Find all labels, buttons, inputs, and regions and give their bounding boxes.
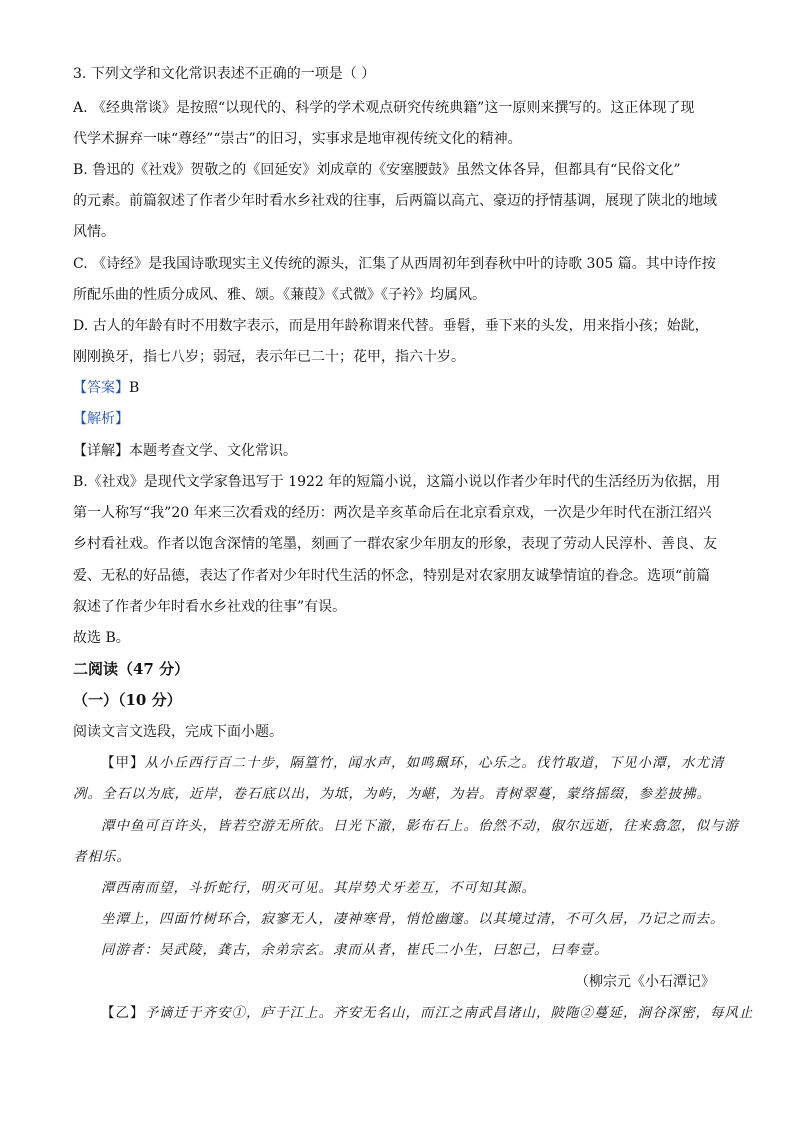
detail-line-3: 乡村看社戏。作者以饱含深情的笔墨，刻画了一群农家少年朋友的形象，表现了劳动人民淳朴、善良、友: [73, 536, 717, 552]
section-2-instruction: 阅读文言文选段，完成下面小题。: [73, 724, 283, 740]
jia-line-1: 【甲】从小丘西行百二十步，隔篁竹，闻水声，如鸣珮环，心乐之。伐竹取道，下见小潭，水尤清: [101, 755, 725, 771]
option-a-line-1: A. 《经典常谈》是按照“以现代的、科学的学术观点研究传统典籍”这一原则来撰写的。这正体现了现: [73, 100, 695, 116]
answer-value: B: [129, 380, 140, 396]
answer-label: 【答案】: [73, 380, 129, 396]
detail-line-4: 爱、无私的好品德，表达了作者对少年时代生活的怀念，特别是对农家朋友诚挚情谊的眷念。选项“前篇: [73, 568, 711, 584]
option-a-line-2: 代学术摒弃一味“尊经”“崇古”的旧习，实事求是地审视传统文化的精神。: [73, 131, 522, 147]
jia-line-4: 者相乐。: [73, 849, 131, 865]
option-c-line-2: 所配乐曲的性质分成风、雅、颂。《蒹葭》《式微》《子衿》均属风。: [73, 287, 486, 303]
detail-line-1: B.《社戏》是现代文学家鲁迅写于 1922 年的短篇小说，这篇小说以作者少年时代的生活经历为依据，用: [73, 474, 721, 490]
jia-line-5: 潭西南而望，斗折蛇行，明灭可见。其岸势犬牙差互，不可知其源。: [101, 880, 536, 896]
detail-line-2: 第一人称写“我”20 年来三次看戏的经历：两次是辛亥革命后在北京看京戏，一次是少年时代在浙江绍兴: [73, 505, 712, 521]
answer-row: [73, 378, 139, 398]
option-d-line-2: 刚刚换牙，指七八岁；弱冠，表示年已二十；花甲，指六十岁。: [73, 349, 465, 365]
jia-line-6: 坐潭上，四面竹树环合，寂寥无人，凄神寒骨，悄怆幽邃。以其境过清，不可久居，乃记之而去。: [101, 911, 725, 927]
section-2-title: 二阅读（47 分）: [73, 660, 190, 678]
option-b-line-3: 风情。: [73, 224, 115, 240]
jia-line-7: 同游者：吴武陵，龚古，余弟宗玄。隶而从者，崔氏二小生，曰恕己，曰奉壹。: [101, 942, 609, 958]
option-c-line-1: C. 《诗经》是我国诗歌现实主义传统的源头，汇集了从西周初年到春秋中叶的诗歌 305 篇。其中诗作按: [73, 256, 716, 272]
jia-line-3: 潭中鱼可百许头，皆若空游无所依。日光下澈，影布石上。佁然不动，俶尔远逝，往来翕忽，似与游: [101, 818, 739, 834]
detail-row: [73, 441, 297, 461]
detail-first: 本题考查文学、文化常识。: [129, 443, 297, 459]
option-d-line-1: D. 古人的年龄有时不用数字表示，而是用年龄称谓来代替。垂髫，垂下来的头发，用来指小孩；始龀，: [73, 318, 709, 334]
option-b-line-1: B. 鲁迅的《社戏》贺敬之的《回延安》刘成章的《安塞腰鼓》虽然文体各异，但都具有“民俗文化”: [73, 162, 681, 178]
question-3-stem: 3. 下列文学和文化常识表述不正确的一项是（ ）: [73, 66, 376, 82]
yi-line-1: 【乙】予谪迁于齐安①，庐于江上。齐安无名山，而江之南武昌诸山，陂陁②蔓延，涧谷深密，每风止: [101, 1005, 754, 1021]
yi-label: 【乙】: [101, 1005, 145, 1021]
jia-source: （柳宗元《小石潭记》: [575, 974, 715, 990]
analysis-label: 【解析】: [73, 411, 129, 427]
jia-label: 【甲】: [101, 755, 145, 771]
detail-conclusion: 故选 B。: [73, 630, 130, 646]
jia-line-2: 冽。全石以为底，近岸，卷石底以出，为坻，为屿，为嵁，为岩。青树翠蔓，蒙络摇缀，参差披拂。: [73, 786, 711, 802]
detail-line-5: 叙述了作者少年时看水乡社戏的往事”有误。: [73, 599, 347, 615]
option-b-line-2: 的元素。前篇叙述了作者少年时看水乡社戏的往事，后两篇以高亢、豪迈的抒情基调，展现了陕北的地域: [73, 193, 717, 209]
section-2-subtitle: （一）（10 分）: [73, 691, 182, 709]
detail-label: 【详解】: [73, 443, 129, 459]
